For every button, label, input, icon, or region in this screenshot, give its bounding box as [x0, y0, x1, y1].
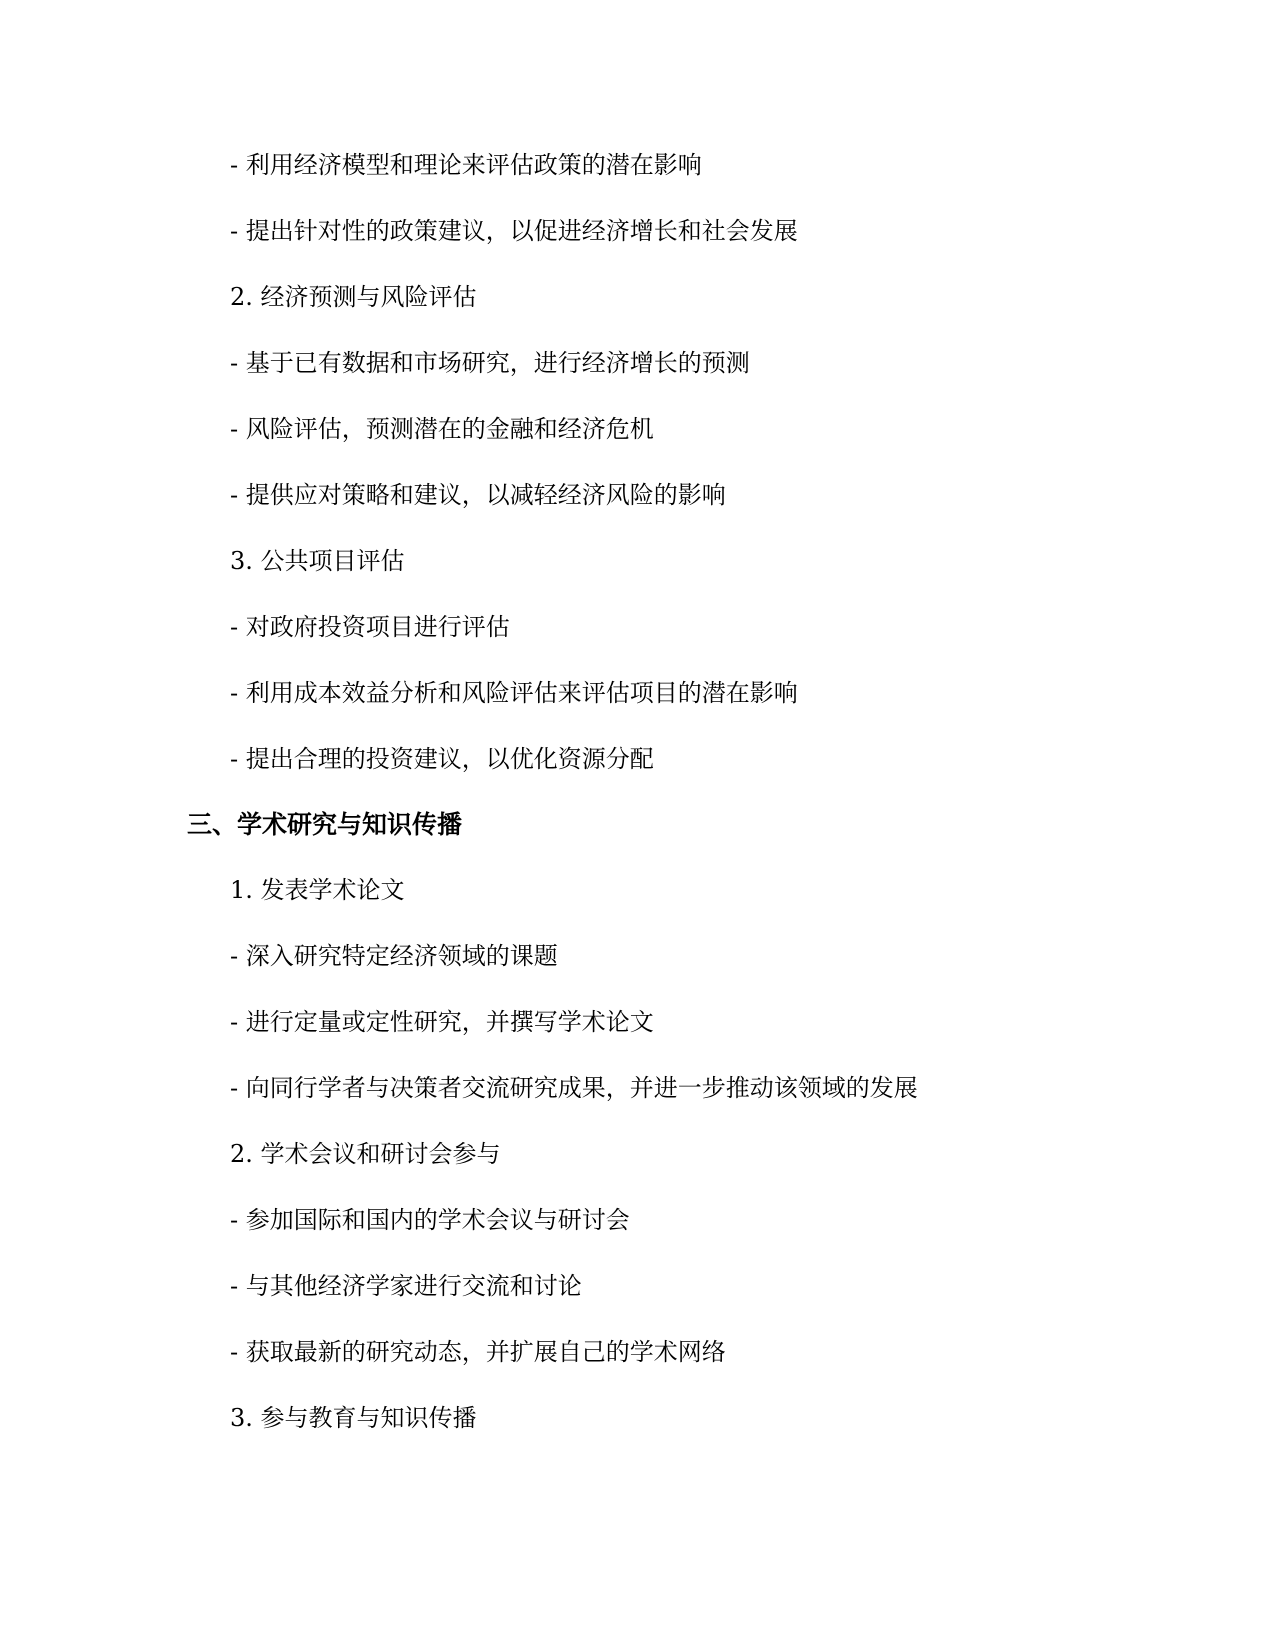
list-item: - 提出合理的投资建议，以优化资源分配 [230, 745, 654, 773]
numbered-subheading: 2. 经济预测与风险评估 [230, 283, 477, 311]
list-item: - 对政府投资项目进行评估 [230, 613, 510, 641]
list-item: - 参加国际和国内的学术会议与研讨会 [230, 1206, 630, 1234]
list-item: - 向同行学者与决策者交流研究成果，并进一步推动该领域的发展 [230, 1074, 918, 1102]
list-item: - 获取最新的研究动态，并扩展自己的学术网络 [230, 1338, 726, 1366]
list-item: - 利用经济模型和理论来评估政策的潜在影响 [230, 151, 702, 179]
section-heading: 三、学术研究与知识传播 [187, 810, 463, 839]
numbered-subheading: 2. 学术会议和研讨会参与 [230, 1140, 501, 1168]
list-item: - 利用成本效益分析和风险评估来评估项目的潜在影响 [230, 679, 798, 707]
list-item: - 基于已有数据和市场研究，进行经济增长的预测 [230, 349, 750, 377]
list-item: - 与其他经济学家进行交流和讨论 [230, 1272, 582, 1300]
list-item: - 风险评估，预测潜在的金融和经济危机 [230, 415, 654, 443]
numbered-subheading: 1. 发表学术论文 [230, 876, 405, 904]
list-item: - 提出针对性的政策建议，以促进经济增长和社会发展 [230, 217, 798, 245]
list-item: - 进行定量或定性研究，并撰写学术论文 [230, 1008, 654, 1036]
numbered-subheading: 3. 参与教育与知识传播 [230, 1404, 477, 1432]
list-item: - 深入研究特定经济领域的课题 [230, 942, 558, 970]
numbered-subheading: 3. 公共项目评估 [230, 547, 405, 575]
list-item: - 提供应对策略和建议，以减轻经济风险的影响 [230, 481, 726, 509]
